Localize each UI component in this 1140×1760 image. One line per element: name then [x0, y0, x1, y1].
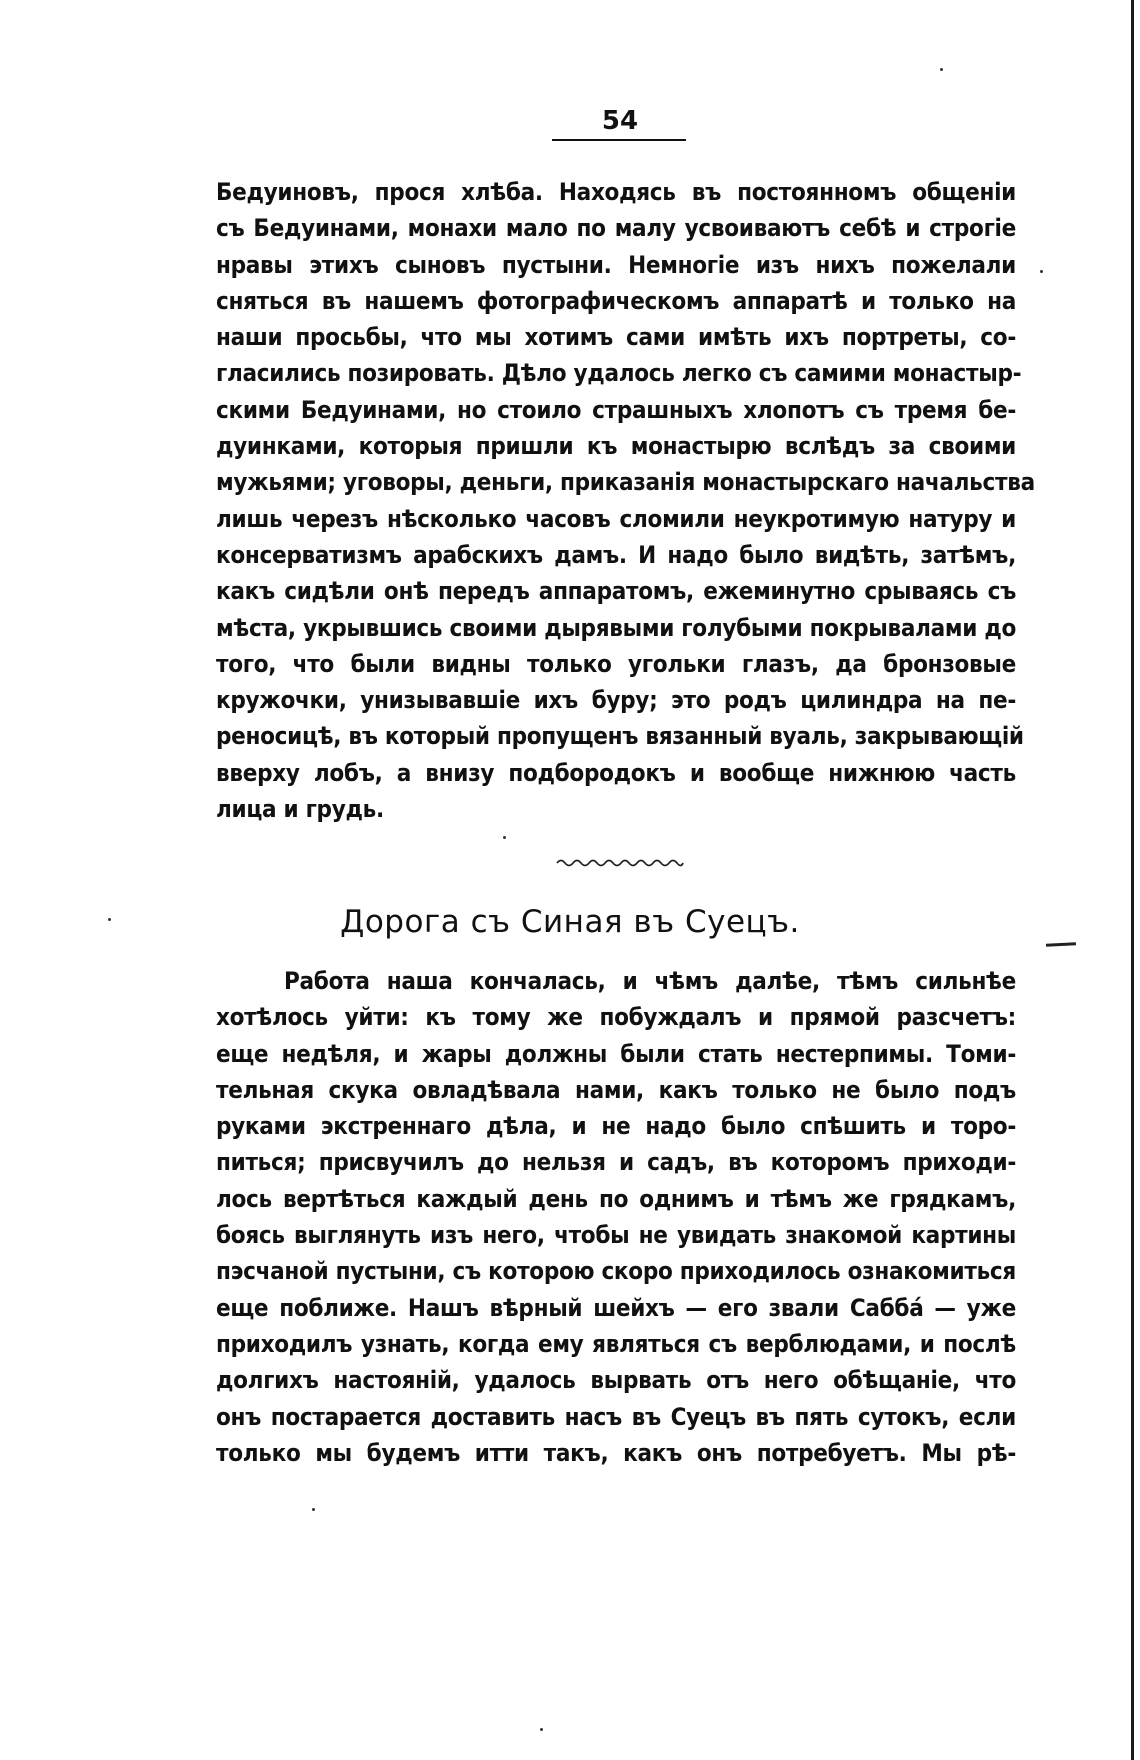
text-line: дуинками, которыя пришли къ монастырю вслѣдъ за своими [216, 432, 1016, 461]
print-speck [503, 836, 506, 839]
text-line: лица и грудь. [216, 795, 384, 824]
text-line: хотѣлось уйти: къ тому же побуждалъ и прямой разсчетъ: [216, 1003, 1016, 1032]
text-line: еще поближе. Нашъ вѣрный шейхъ — его звали Саббá — уже [216, 1293, 1016, 1322]
text-line: руками экстреннаго дѣла, и не надо было спѣшить и торо- [216, 1112, 1016, 1141]
text-line: кружочки, унизывавшіе ихъ буру; это родъ цилиндра на пе- [216, 686, 1016, 715]
text-line: пэсчаной пустыни, съ которою скоро приходилось ознакомиться [216, 1257, 1016, 1286]
text-line: того, что были видны только угольки глазъ, да бронзовые [216, 649, 1016, 678]
text-line: нравы этихъ сыновъ пустыни. Немногіе изъ нихъ пожелали [216, 250, 1016, 279]
text-line: онъ постарается доставить насъ въ Суецъ въ пять сутокъ, если [216, 1402, 1016, 1431]
page-number: 54 [601, 106, 639, 136]
page-edge-shadow [1131, 0, 1134, 1760]
print-speck [108, 918, 111, 921]
text-line: какъ сидѣли онѣ передъ аппаратомъ, ежеминутно срываясь съ [216, 577, 1016, 606]
section-heading: Дорога съ Синая въ Суецъ. [340, 904, 800, 940]
text-line: еще недѣля, и жары должны были стать нестерпимы. Томи- [216, 1039, 1016, 1068]
wavy-divider-ornament [555, 856, 685, 870]
text-line: только мы будемъ итти такъ, какъ онъ потребуетъ. Мы рѣ- [216, 1438, 1016, 1467]
page-number-rule [552, 139, 686, 141]
text-line: наши просьбы, что мы хотимъ сами имѣть ихъ портреты, со- [216, 323, 1016, 352]
text-line: гласились позировать. Дѣло удалось легко съ самими монастыр- [216, 359, 1022, 388]
text-line: реносицѣ, въ который пропущенъ вязанный вуаль, закрывающій [216, 722, 1024, 751]
print-speck [1040, 270, 1043, 273]
text-line: питься; присвучилъ до нельзя и садъ, въ которомъ приходи- [216, 1148, 1016, 1177]
text-line: мѣста, укрывшись своими дырявыми голубыми покрывалами до [216, 613, 1016, 642]
text-line: Работа наша кончалась, и чѣмъ далѣе, тѣмъ сильнѣе [284, 967, 1016, 995]
text-line: лось вертѣться каждый день по однимъ и тѣмъ же грядкамъ, [216, 1184, 1016, 1213]
text-line: лишь черезъ нѣсколько часовъ сломили неукротимую натуру и [216, 504, 1016, 533]
text-line: тельная скука овладѣвала нами, какъ только не было подъ [216, 1075, 1016, 1104]
text-line: консерватизмъ арабскихъ дамъ. И надо было видѣть, затѣмъ, [216, 540, 1016, 569]
print-speck [540, 1728, 543, 1731]
print-speck [312, 1508, 315, 1511]
text-line: боясь выглянуть изъ него, чтобы не увидать знакомой картины [216, 1221, 1016, 1250]
text-line: мужьями; уговоры, деньги, приказанія монастырскаго начальства [216, 468, 1035, 497]
text-line: съ Бедуинами, монахи мало по малу усвоиваютъ себѣ и строгіе [216, 214, 1016, 243]
text-line: приходилъ узнать, когда ему являться съ верблюдами, и послѣ [216, 1329, 1016, 1358]
margin-mark [1046, 942, 1076, 947]
paragraph-1 [216, 174, 1035, 827]
text-line: вверху лобъ, а внизу подбородокъ и вообще нижнюю часть [216, 758, 1016, 787]
text-line: долгихъ настояній, удалось вырвать отъ него обѣщаніе, что [216, 1366, 1016, 1395]
text-line: сняться въ нашемъ фотографическомъ аппаратѣ и только на [216, 286, 1016, 315]
print-speck [940, 68, 943, 71]
paragraph-2 [216, 963, 1016, 1471]
text-line: скими Бедуинами, но стоило страшныхъ хлопотъ съ тремя бе- [216, 395, 1016, 424]
text-line: Бедуиновъ, прося хлѣба. Находясь въ постоянномъ общеніи [216, 178, 1016, 206]
